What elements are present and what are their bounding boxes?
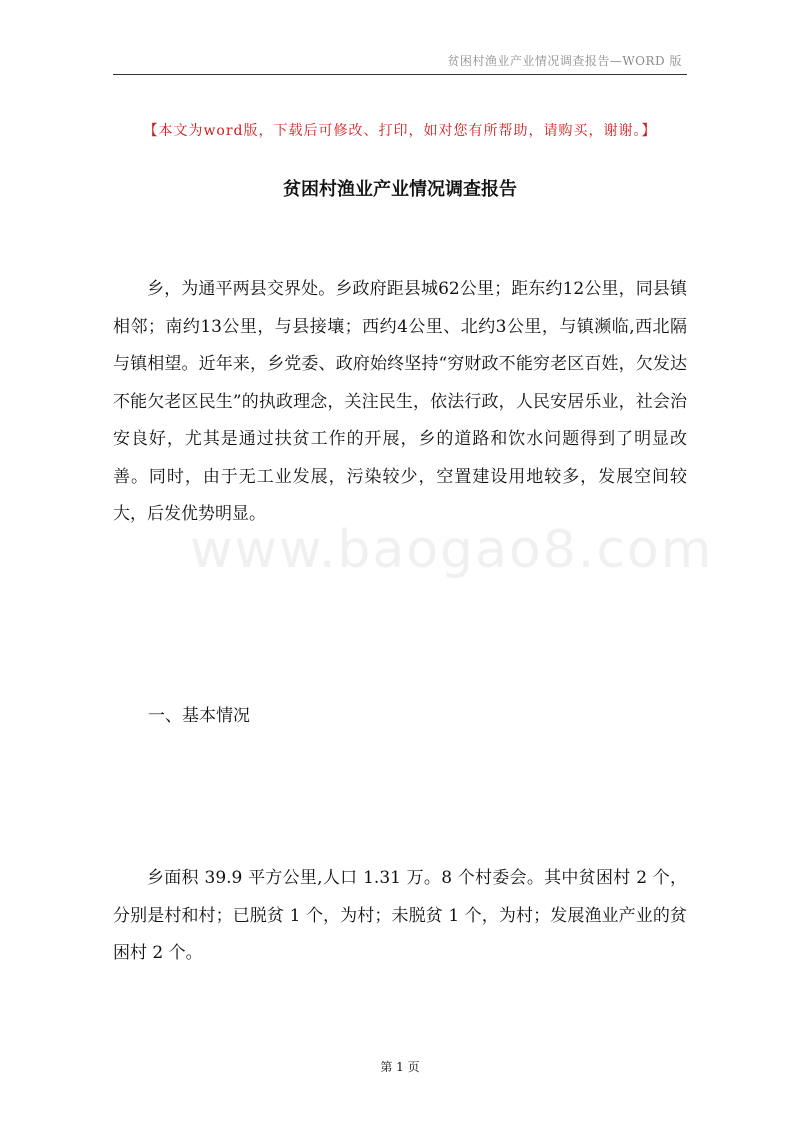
section-heading-basic-info: 一、基本情况 xyxy=(148,706,250,726)
purchase-notice: 【本文为word版，下载后可修改、打印，如对您有所帮助，请购买，谢谢。】 xyxy=(143,123,657,139)
page-number: 第 1 页 xyxy=(380,1060,420,1074)
intro-paragraph: 乡，为通平两县交界处。乡政府距县城62公里；距东约12公里，同县镇相邻；南约13公里，与县接壤；西约4公里、北约3公里，与镇濒临,西北隔与镇相望。近年来，乡党委、政府始终坚持“穷财政不能穷老区百姓，欠发达不能欠老区民生”的执政理念，关注民生，依法行政，人民安居乐业，社会治安良好，尤其是通过扶贫工作的开展，乡的道路和饮水问题得到了明显改善。同时，由于无工业发展，污染较少，空置建设用地较多，发展空间较大，后发优势明显。 xyxy=(113,279,687,524)
basic-info-paragraph: 乡面积 39.9 平方公里,人口 1.31 万。8 个村委会。其中贫困村 2 个，分别是村和村；已脱贫 1 个，为村；未脱贫 1 个，为村；发展渔业产业的贫困村 2 个。 xyxy=(113,868,687,963)
watermark: www.baogao8.com xyxy=(190,520,714,580)
document-title: 贫困村渔业产业情况调查报告 xyxy=(283,179,517,200)
running-header: 贫困村渔业产业情况调查报告—WORD 版 xyxy=(447,54,682,68)
header-divider xyxy=(113,74,687,75)
